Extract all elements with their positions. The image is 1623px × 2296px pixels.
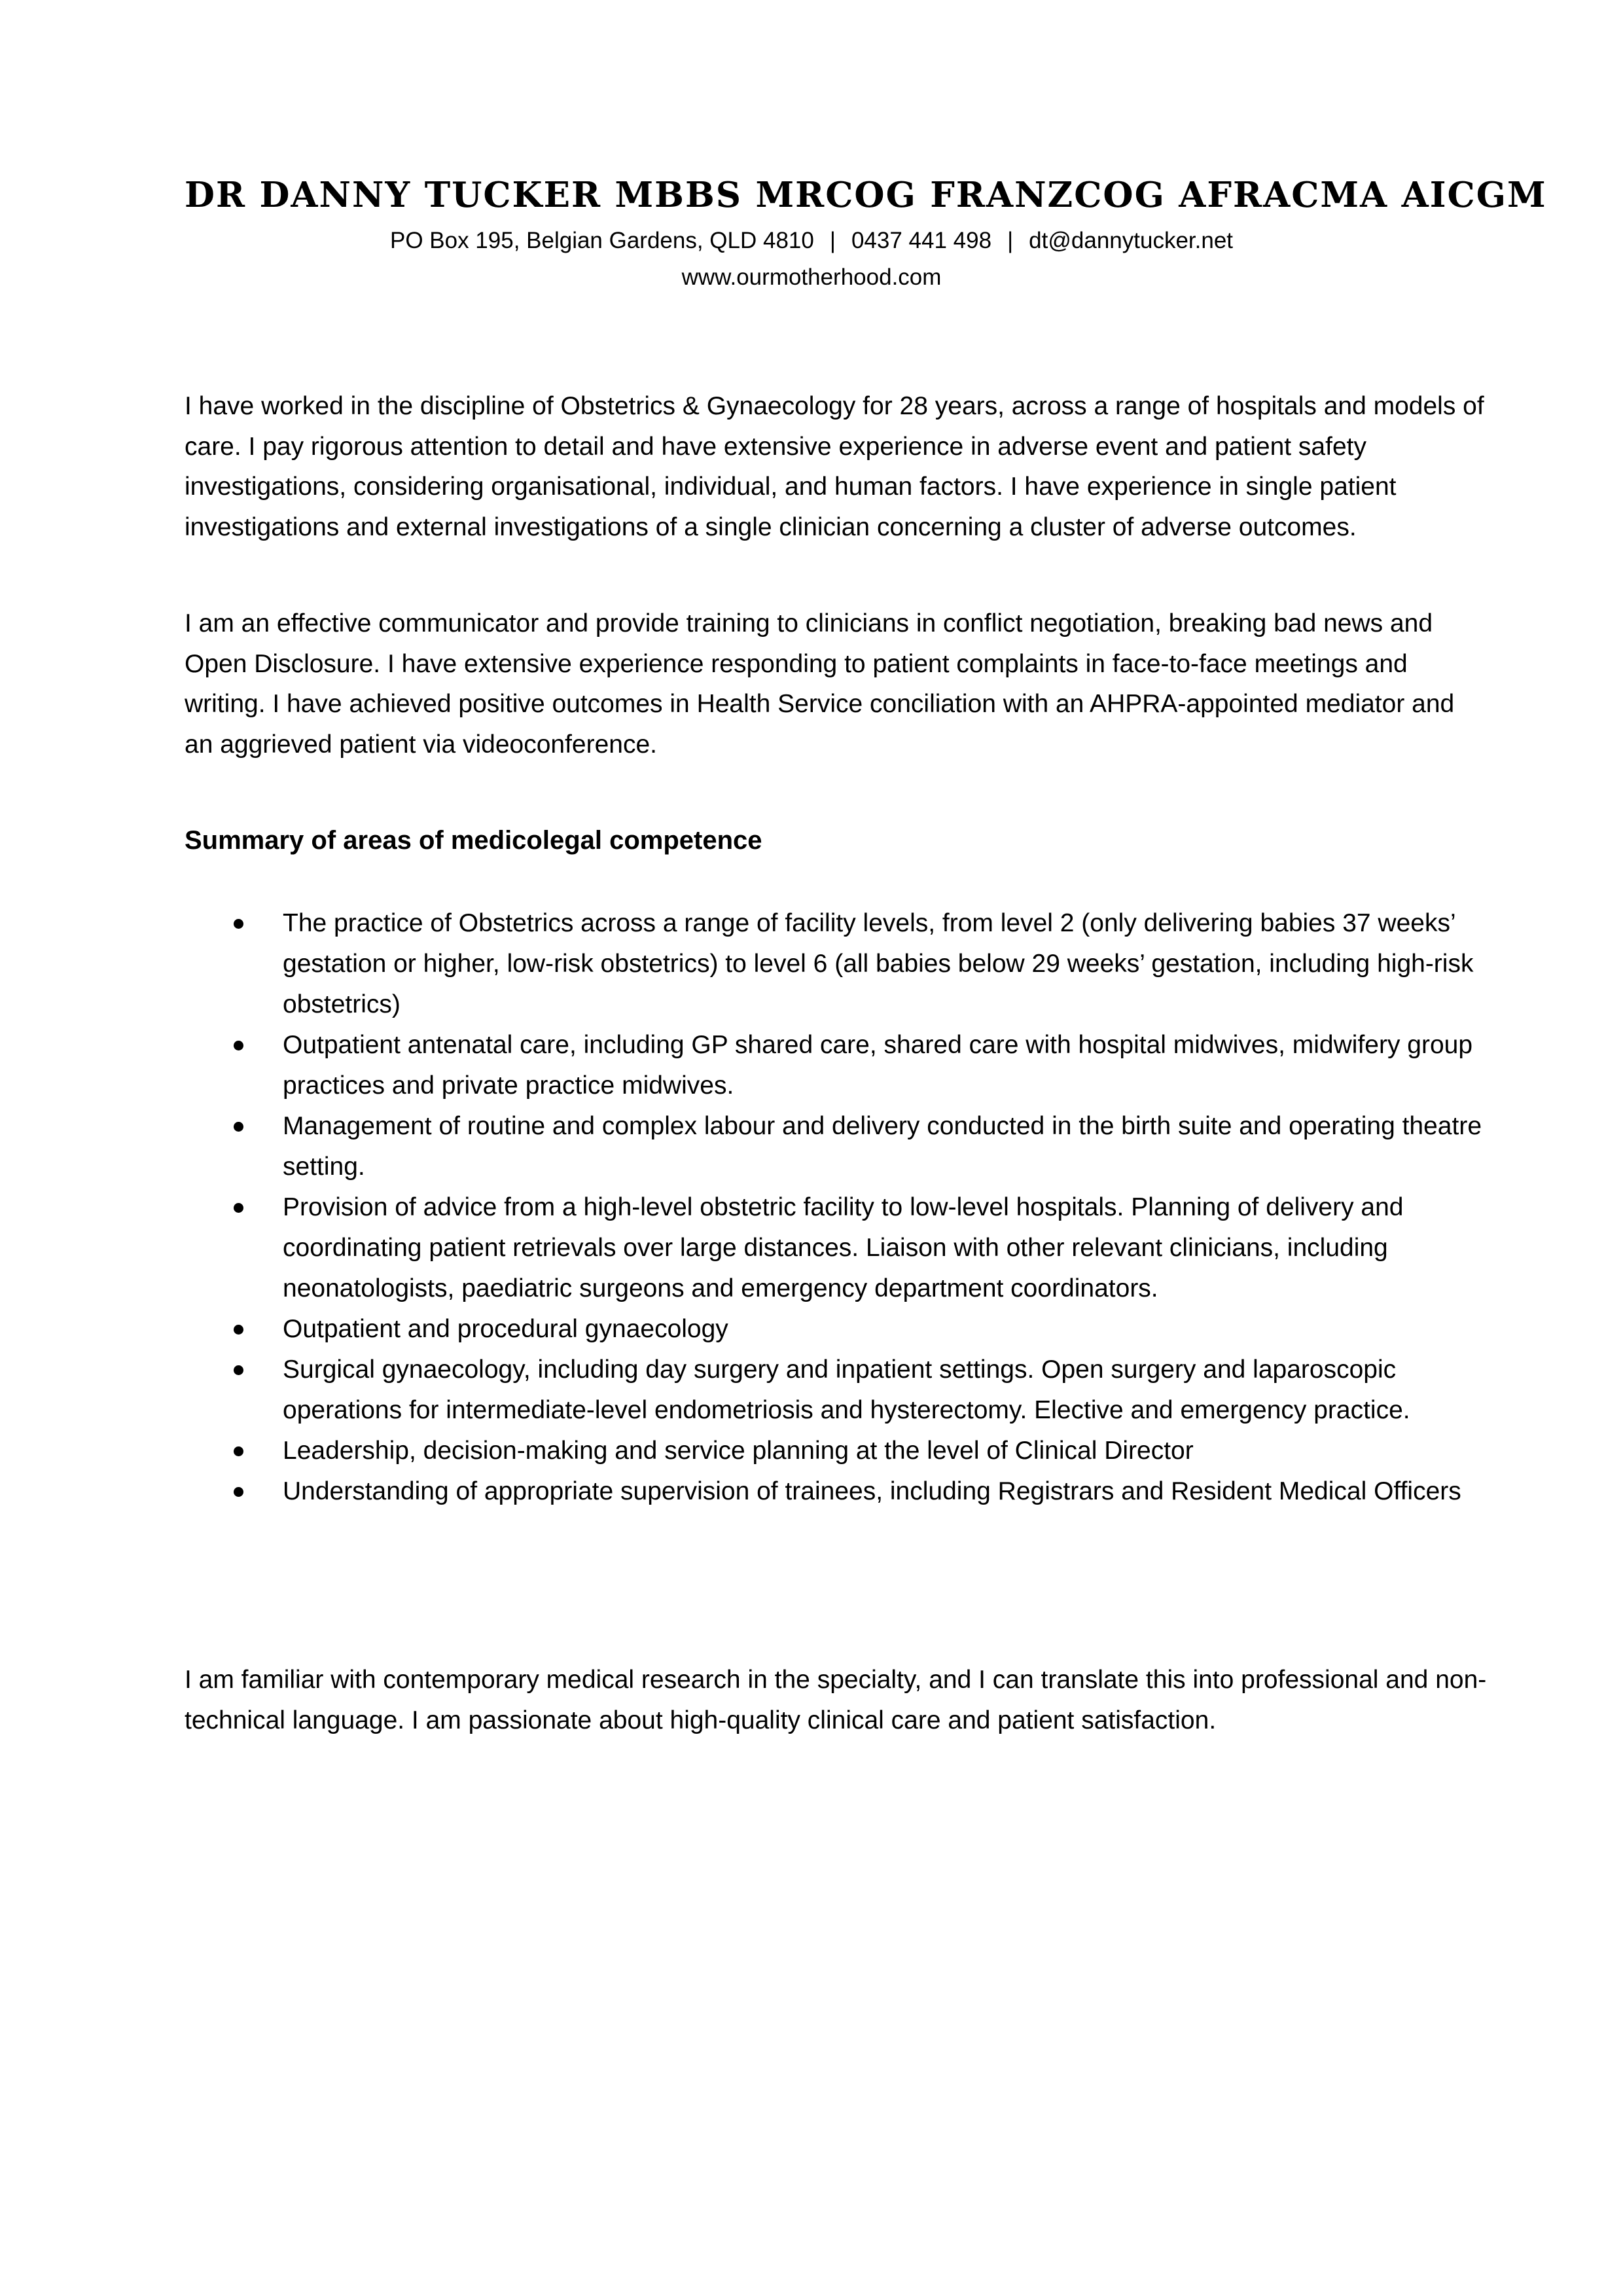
list-item-text: Leadership, decision-making and service planning at the level of Clinical Director	[283, 1437, 1194, 1465]
bullet-icon	[234, 1203, 243, 1213]
list-item	[185, 1350, 1493, 1431]
page-title: DR DANNY TUCKER MBBS MRCOG FRANZCOG AFRACMA AICGM	[185, 175, 1547, 215]
postal-address: PO Box 195, Belgian Gardens, QLD 4810	[389, 228, 814, 253]
closing-paragraph: I am familiar with contemporary medical research in the specialty, and I can translate this into professional and non-technical language. I am passionate about high-quality clinical care and patient satisfaction.	[185, 1666, 1487, 1734]
bullet-icon	[234, 1487, 243, 1497]
list-item	[185, 1431, 1493, 1471]
email-address: dt@dannytucker.net	[1029, 228, 1234, 253]
separator: |	[829, 228, 836, 253]
contact-line	[0, 223, 1623, 259]
bullet-icon	[234, 1325, 243, 1335]
intro-paragraph-experience: I have worked in the discipline of Obstetrics & Gynaecology for 28 years, across a range of hospitals and models of care. I pay rigorous attention to detail and have extensive experience in adverse event and patient safety investigations, considering organisational, individual, and human factors. I have experience in single patient investigations and external investigations of a single clinician concerning a cluster of adverse outcomes.	[185, 392, 1484, 541]
bullet-icon	[234, 919, 243, 929]
separator: |	[1007, 228, 1014, 253]
competence-list	[185, 903, 1493, 1512]
list-item-text: The practice of Obstetrics across a range of facility levels, from level 2 (only delivering babies 37 weeks’ gestation or higher, low-risk obstetrics) to level 6 (all babies below 29 weeks’ gestation, including high-risk obstetrics)	[283, 909, 1474, 1018]
list-item-text: Outpatient antenatal care, including GP shared care, shared care with hospital midwives, midwifery group practices and private practice midwives.	[283, 1031, 1473, 1100]
list-item	[185, 903, 1493, 1025]
list-item	[185, 1025, 1493, 1106]
bullet-icon	[234, 1365, 243, 1375]
website: www.ourmotherhood.com	[681, 264, 942, 290]
intro-paragraph-communication: I am an effective communicator and provide training to clinicians in conflict negotiation, breaking bad news and Open Disclosure. I have extensive experience responding to patient complaints in face-to-face meetings and writing. I have achieved positive outcomes in Health Service conciliation with an AHPRA-appointed mediator and an aggrieved patient via videoconference.	[185, 609, 1455, 759]
bullet-icon	[234, 1122, 243, 1132]
list-item	[185, 1187, 1493, 1309]
list-item-text: Provision of advice from a high-level obstetric facility to low-level hospitals. Planning of delivery and coordinating patient retrievals over large distances. Liaison with other relevant clinicians, including neonatologists, paediatric surgeons and emergency department coordinators.	[283, 1193, 1404, 1302]
list-item-text: Outpatient and procedural gynaecology	[283, 1315, 728, 1343]
list-item	[185, 1471, 1493, 1512]
list-item-text: Understanding of appropriate supervision of trainees, including Registrars and Resident Medical Officers	[283, 1477, 1461, 1505]
bullet-icon	[234, 1446, 243, 1456]
bullet-icon	[234, 1041, 243, 1050]
list-item	[185, 1106, 1493, 1187]
phone-number: 0437 441 498	[851, 228, 992, 253]
list-item	[185, 1309, 1493, 1350]
website-line	[0, 259, 1623, 296]
list-item-text: Surgical gynaecology, including day surgery and inpatient settings. Open surgery and laparoscopic operations for intermediate-level endometriosis and hysterectomy. Elective and emergency practice.	[283, 1355, 1410, 1424]
section-heading: Summary of areas of medicolegal competence	[185, 826, 762, 855]
list-item-text: Management of routine and complex labour and delivery conducted in the birth suite and operating theatre setting.	[283, 1112, 1482, 1181]
